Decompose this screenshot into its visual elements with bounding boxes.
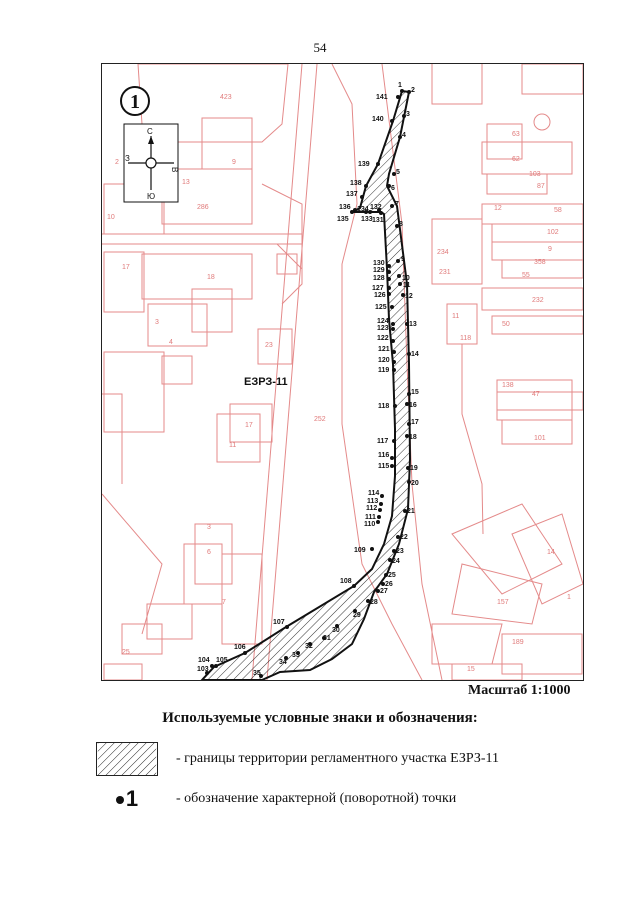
plan-parcel-number: 103 [529,171,541,178]
plan-parcel-number: 17 [122,264,130,271]
plan-parcel-number: 102 [547,229,559,236]
boundary-point-label: 109 [354,547,366,554]
boundary-point [398,282,402,286]
plan-parcel-number: 23 [265,342,273,349]
boundary-point-label: 126 [374,292,386,299]
boundary-point [392,439,396,443]
plan-parcel-number: 47 [532,391,540,398]
plan-parcel-number: 17 [245,422,253,429]
boundary-point-label: 12 [405,293,413,300]
plan-parcel-number: 12 [494,205,502,212]
boundary-point [392,350,396,354]
boundary-point-label: 134 [357,206,369,213]
boundary-point-label: 5 [396,169,400,176]
boundary-point [391,327,395,331]
plan-parcel-number: 7 [222,599,226,606]
boundary-point-label: 15 [411,389,419,396]
boundary-point-label: 27 [380,588,388,595]
boundary-point [360,195,364,199]
boundary-point [396,259,400,263]
boundary-point-label: 34 [279,659,287,666]
boundary-point [390,119,394,123]
plan-parcel-number: 423 [220,94,232,101]
boundary-point [370,547,374,551]
plan-parcel-number: 62 [512,156,520,163]
plan-parcel-number: 55 [522,272,530,279]
compass-icon [124,124,179,202]
boundary-point-label: 6 [391,185,395,192]
boundary-point-label: 35 [253,670,261,677]
boundary-point-label: 13 [409,321,417,328]
compass-north: С [147,127,153,136]
compass-east: В [170,167,179,173]
boundary-point [387,286,391,290]
boundary-point-label: 130 [373,260,385,267]
plan-parcel-number: 138 [502,382,514,389]
boundary-point [376,162,380,166]
boundary-point-label: 33 [292,652,300,659]
hatch-swatch-icon [96,742,158,776]
boundary-point-label: 117 [377,438,389,445]
boundary-point-label: 133 [361,216,373,223]
boundary-point-label: 123 [377,325,389,332]
zone-label: ЕЗРЗ-11 [244,376,288,388]
boundary-point-label: 114 [368,490,380,497]
boundary-point-label: 11 [403,282,411,289]
boundary-point-label: 135 [337,216,349,223]
boundary-point [390,305,394,309]
boundary-point-label: 104 [198,657,210,664]
boundary-point [396,95,400,99]
boundary-point [390,204,394,208]
boundary-point [210,664,214,668]
boundary-point-label: 110 [364,521,376,528]
plan-parcel-number: 9 [548,246,552,253]
plan-parcel-number: 63 [512,131,520,138]
boundary-point [376,520,380,524]
plan-parcel-number: 3 [155,319,159,326]
boundary-point-label: 129 [373,267,385,274]
boundary-point-label: 125 [375,304,387,311]
boundary-point-label: 111 [365,514,376,521]
boundary-point-label: 20 [411,480,419,487]
boundary-point [378,508,382,512]
boundary-point-label: 31 [323,635,331,642]
boundary-point-label: 106 [234,644,246,651]
plan-parcel-number: 25 [122,649,130,656]
boundary-point [377,515,381,519]
map-scale: Масштаб 1:1000 [468,683,571,698]
boundary-point [392,360,396,364]
boundary-point [214,664,218,668]
boundary-point-label: 127 [372,285,384,292]
boundary-point [400,89,404,93]
boundary-point-label: 4 [402,132,406,139]
boundary-point-label: 18 [409,434,417,441]
boundary-point-label: 14 [411,351,419,358]
boundary-point-label: 141 [376,94,388,101]
plan-parcel-number: 118 [460,335,472,342]
plan-parcel-number: 11 [229,442,237,449]
boundary-point-label: 113 [367,498,379,505]
boundary-point [352,584,356,588]
boundary-point [387,270,391,274]
boundary-point [397,274,401,278]
boundary-point-label: 128 [373,275,385,282]
boundary-point-label: 22 [400,534,408,541]
plan-parcel-number: 15 [467,666,475,673]
boundary-point-label: 16 [409,402,417,409]
boundary-point-label: 1 [398,82,402,89]
boundary-point-label: 107 [273,619,285,626]
boundary-point-label: 21 [407,508,415,515]
plan-parcel-number: 231 [439,269,451,276]
boundary-point [390,456,394,460]
plan-parcel-number: 10 [107,214,115,221]
plan-parcel-number: 50 [502,321,510,328]
boundary-point-label: 121 [378,346,390,353]
boundary-point [285,625,289,629]
plan-parcel-number: 3 [207,524,211,531]
boundary-point-label: 139 [358,161,370,168]
compass-south: Ю [147,192,156,201]
boundary-point-label: 24 [392,558,400,565]
map-canvas [102,64,583,680]
plan-parcel-number: 234 [437,249,449,256]
plan-parcel-number: 58 [554,207,562,214]
boundary-point-label: 115 [378,463,390,470]
boundary-point-label: 132 [370,204,382,211]
boundary-point-label: 19 [410,465,418,472]
plan-parcel-number: 14 [547,549,555,556]
boundary-point [243,651,247,655]
plan-parcel-number: 1 [567,594,571,601]
plan-parcel-number: 189 [512,639,524,646]
plan-parcel-number: 157 [497,599,509,606]
boundary-point-label: 23 [396,548,404,555]
boundary-point [387,292,391,296]
page-number: 54 [313,40,327,55]
boundary-point-label: 8 [399,221,403,228]
boundary-point-label: 28 [370,599,378,606]
plan-parcel-number: 101 [534,435,546,442]
legend-item-point [96,786,456,812]
plan-parcel-number: 18 [207,274,215,281]
plan-parcel-number: 13 [182,179,190,186]
plan-parcel-number: 286 [197,204,209,211]
boundary-point-label: 17 [411,419,419,426]
boundary-point-label: 10 [402,275,410,282]
boundary-point-label: 30 [332,627,340,634]
boundary-point-label: 32 [305,643,313,650]
boundary-point-label: 3 [406,111,410,118]
boundary-point-label: 137 [346,191,358,198]
boundary-point [391,322,395,326]
plan-parcel-number: 358 [534,259,546,266]
plan-parcel-number: 11 [452,313,460,320]
legend-point-text: - обозначение характерной (поворотной) точки [176,791,457,806]
boundary-point-label: 103 [197,666,209,673]
boundary-point-label: 112 [366,505,378,512]
boundary-point [387,277,391,281]
boundary-point-label: 105 [216,657,228,664]
boundary-point-label: 120 [378,357,390,364]
boundary-point-label: 118 [378,403,390,410]
legend-hatch-text: - границы территории регламентного участка ЕЗРЗ-11 [176,751,499,766]
boundary-point-label: 124 [377,318,389,325]
boundary-point-label: 140 [372,116,384,123]
plan-parcel-number: 2 [115,159,119,166]
boundary-point-label: 9 [401,256,405,263]
boundary-point-label: 138 [350,180,362,187]
boundary-point-label: 2 [411,87,415,94]
boundary-point [379,502,383,506]
map-frame [101,63,584,681]
boundary-point [393,404,397,408]
plan-parcel-number: 6 [207,549,211,556]
boundary-point [390,464,394,468]
boundary-point-label: 29 [353,612,361,619]
boundary-point [391,339,395,343]
boundary-point-label: 116 [378,452,390,459]
boundary-point [380,494,384,498]
boundary-point-label: 26 [385,581,393,588]
plan-parcel-number: 87 [537,183,545,190]
boundary-point-label: 119 [378,367,390,374]
plan-parcel-number: 232 [532,297,544,304]
sheet-number: 1 [130,91,140,113]
boundary-point-label: 122 [377,335,389,342]
boundary-point-label: 108 [340,578,352,585]
boundary-point-label: 7 [395,201,399,208]
plan-parcel-number: 9 [232,159,236,166]
compass-west: З [125,154,130,163]
boundary-point [387,264,391,268]
sheet-number-badge [121,87,149,115]
point-sample-icon [96,786,158,812]
legend-title: Используемые условные знаки и обозначения: [162,710,478,726]
plan-parcel-number: 4 [169,339,173,346]
point-sample-number: 1 [125,786,139,811]
boundary-point [364,184,368,188]
boundary-point-label: 25 [388,572,396,579]
plan-parcel-number: 252 [314,416,326,423]
boundary-point-label: 136 [339,204,351,211]
boundary-point [392,368,396,372]
legend-item-hatch [96,742,499,776]
boundary-point-label: 131 [372,217,384,224]
